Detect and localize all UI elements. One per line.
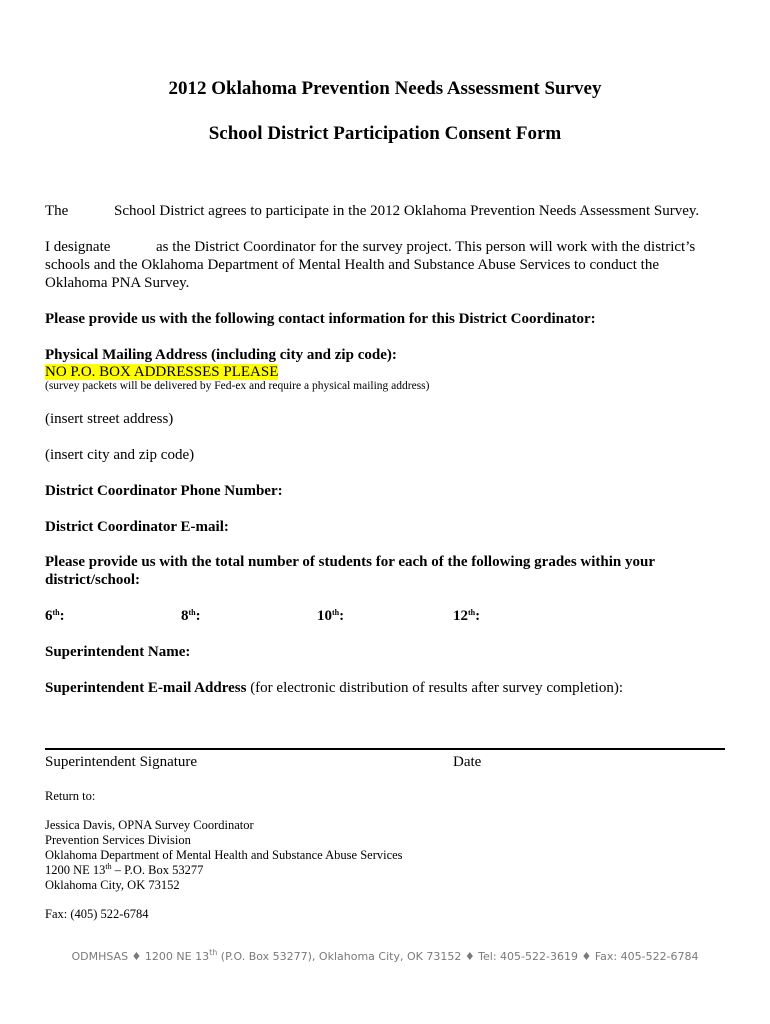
address-line-3: Oklahoma Department of Mental Health and Substance Abuse Services [45,848,403,862]
grade-10-label: 10th: [317,608,345,624]
address-line-4: 1200 NE 13th – P.O. Box 53277 [45,862,204,877]
phone-label: District Coordinator Phone Number: [45,483,283,499]
signature-label: Superintendent Signature [45,754,198,770]
students-heading-line1: Please provide us with the total number of students for each of the following grades within your [45,554,656,570]
agree-text: School District agrees to participate in the 2012 Oklahoma Prevention Needs Assessment Survey. [114,203,700,219]
grade-6-label: 6th: [45,608,65,624]
page-footer: ODMHSAS ♦ 1200 NE 13th (P.O. Box 53277), Oklahoma City, OK 73152 ♦ Tel: 405-522-3619 ♦ Fax: 405-522-6784 [71,948,699,963]
city-zip-field[interactable]: (insert city and zip code) [45,447,195,463]
agree-the: The [45,203,69,219]
designate-line3: Oklahoma PNA Survey. [45,275,190,291]
return-to-label: Return to: [45,789,96,803]
fax-number: Fax: (405) 522-6784 [45,907,149,921]
signature-line [45,748,725,750]
fedex-note: (survey packets will be delivered by Fed-ex and require a physical mailing address) [45,380,430,392]
address-line-5: Oklahoma City, OK 73152 [45,878,180,892]
grade-8-label: 8th: [181,608,201,624]
students-heading-line2: district/school: [45,572,140,588]
contact-heading: Please provide us with the following contact information for this District Coordinator: [45,311,596,327]
superintendent-email-row [45,679,623,697]
superintendent-name-label: Superintendent Name: [45,644,191,660]
address-line-2: Prevention Services Division [45,833,191,847]
superintendent-email-note: (for electronic distribution of results after survey completion): [250,680,623,696]
designate-prefix: I designate [45,239,111,255]
no-po-box-warning: NO P.O. BOX ADDRESSES PLEASE [45,364,279,380]
mailing-heading: Physical Mailing Address (including city and zip code): [45,347,397,363]
street-address-field[interactable]: (insert street address) [45,411,174,427]
form-title: 2012 Oklahoma Prevention Needs Assessment Survey [168,78,602,99]
address-line-1: Jessica Davis, OPNA Survey Coordinator [45,818,254,832]
designate-line2: schools and the Oklahoma Department of Mental Health and Substance Abuse Services to conduct the [45,257,660,273]
date-label: Date [453,754,482,770]
form-subtitle: School District Participation Consent Form [208,123,562,144]
designate-line1: as the District Coordinator for the survey project. This person will work with the district’s [156,239,696,255]
superintendent-email-label: Superintendent E-mail Address [45,680,247,696]
grade-12-label: 12th: [453,608,481,624]
email-label: District Coordinator E-mail: [45,519,229,535]
